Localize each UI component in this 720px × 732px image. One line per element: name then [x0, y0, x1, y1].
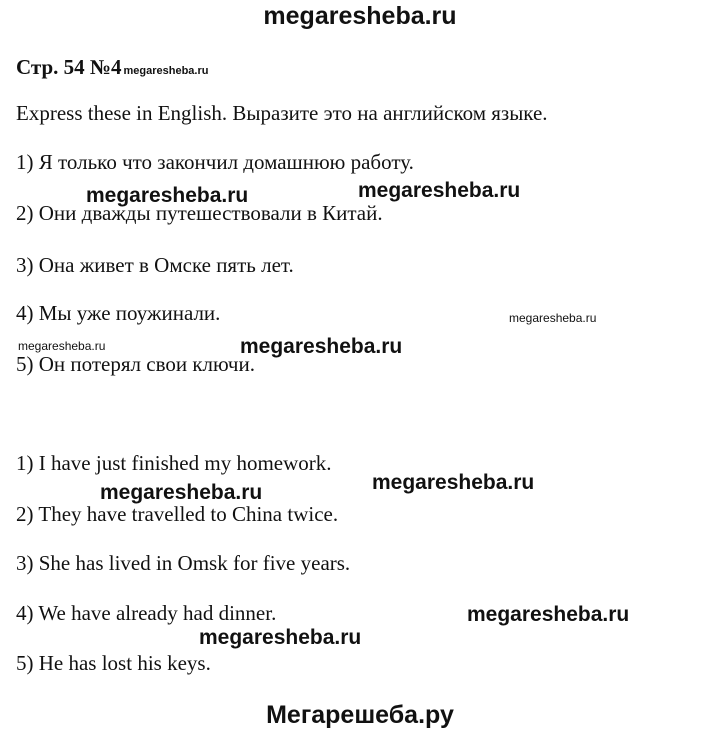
page-reference-watermark: megaresheba.ru — [123, 65, 209, 77]
russian-sentence-1: 1) Я только что закончил домашнюю работу. — [16, 150, 414, 174]
english-sentence-2: 2) They have travelled to China twice. — [16, 502, 339, 526]
page-reference — [16, 55, 208, 80]
english-sentence-1: 1) I have just finished my homework. — [16, 451, 332, 475]
site-header: megaresheba.ru — [263, 2, 457, 30]
watermark: megaresheba.ru — [467, 603, 630, 626]
watermark: megaresheba.ru — [240, 335, 403, 358]
watermark: megaresheba.ru — [100, 481, 263, 504]
page-reference-label: Стр. 54 №4 — [16, 55, 122, 79]
russian-sentence-5: 5) Он потерял свои ключи. — [16, 352, 255, 376]
watermark: megaresheba.ru — [358, 179, 521, 202]
site-footer: Мегарешеба.ру — [266, 701, 454, 729]
english-sentence-3: 3) She has lived in Omsk for five years. — [16, 551, 351, 575]
watermark: megaresheba.ru — [372, 471, 535, 494]
exercise-instruction: Express these in English. Выразите это на английском языке. — [16, 101, 548, 125]
english-sentence-4: 4) We have already had dinner. — [16, 601, 277, 625]
watermark: megaresheba.ru — [18, 339, 106, 353]
russian-sentence-2: 2) Они дважды путешествовали в Китай. — [16, 201, 383, 225]
english-sentence-5: 5) He has lost his keys. — [16, 651, 211, 675]
russian-sentence-3: 3) Она живет в Омске пять лет. — [16, 253, 294, 277]
watermark: megaresheba.ru — [86, 184, 249, 207]
russian-sentence-4: 4) Мы уже поужинали. — [16, 301, 221, 325]
watermark: megaresheba.ru — [509, 311, 597, 325]
watermark: megaresheba.ru — [199, 626, 362, 649]
